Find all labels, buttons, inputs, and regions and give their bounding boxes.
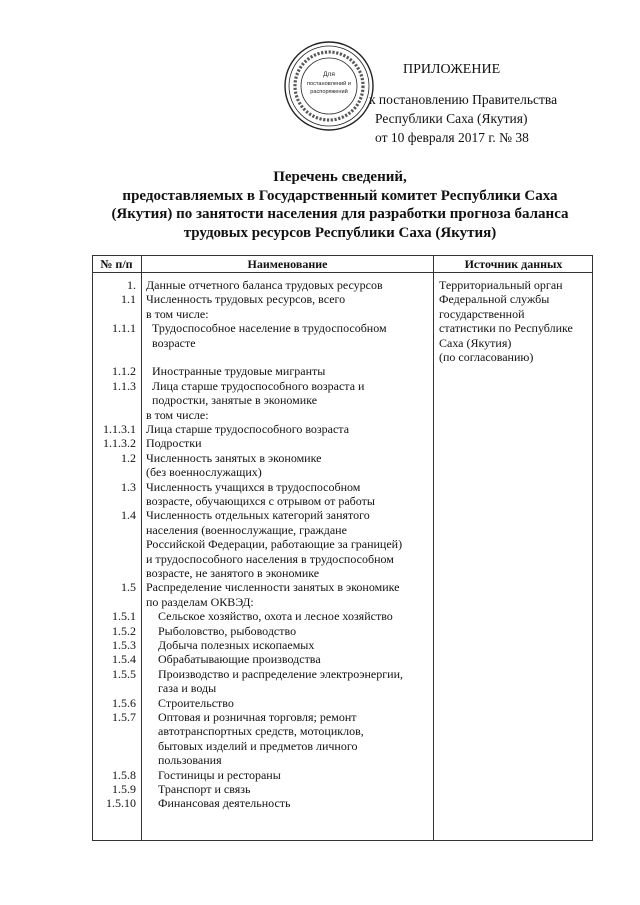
row-number: 1.1.1	[112, 321, 136, 336]
appendix-label: ПРИЛОЖЕНИЕ	[403, 62, 501, 77]
row-number: 1.5.9	[112, 782, 136, 796]
row-name-line: Численность отдельных категорий занятого	[146, 508, 370, 523]
row-name-line: Оптовая и розничная торговля; ремонт	[146, 710, 357, 724]
row-name-line: Распределение численности занятых в экономике	[146, 580, 400, 595]
row-name-line: пользования	[146, 753, 222, 768]
row-number: 1.2	[121, 450, 136, 465]
row-name-line: газа и воды	[146, 681, 217, 696]
decree-line-1: к постановлению Правительства	[369, 92, 558, 107]
row-name-line: Численность учащихся в трудоспособном	[146, 479, 361, 494]
row-number: 1.1	[121, 292, 136, 307]
row-name-line: Трудоспособное население в трудоспособном	[146, 321, 387, 336]
row-number: 1.5.10	[106, 796, 136, 811]
column-header-name: Наименование	[247, 257, 328, 271]
row-name-line: Рыболовство, рыбоводство	[146, 623, 297, 638]
row-name-line: и трудоспособного населения в трудоспособном	[146, 551, 394, 566]
source-line: Саха (Якутия)	[439, 335, 512, 350]
row-name-line: Строительство	[146, 695, 234, 710]
row-number: 1.1.3.2	[103, 436, 136, 451]
title-line-2: предоставляемых в Государственный комитет Республики Саха	[122, 187, 558, 204]
row-name-line: Иностранные трудовые мигранты	[146, 364, 326, 379]
row-name-line: Обрабатывающие производства	[146, 652, 321, 667]
column-header-source: Источник данных	[464, 257, 563, 271]
row-name-line: по разделам ОКВЭД:	[146, 594, 254, 609]
row-name-line: населения (военнослужащие, граждане	[146, 522, 347, 537]
row-name-line: в том числе:	[146, 407, 209, 422]
row-name-line: Численность трудовых ресурсов, всего	[146, 292, 346, 307]
row-name-line: бытовых изделий и предметов личного	[146, 738, 358, 753]
seal-inner-line-3: распоряжений	[310, 89, 348, 95]
source-line: Территориальный орган	[439, 278, 563, 292]
row-number: 1.4	[121, 508, 136, 523]
row-name-line: (без военнослужащих)	[146, 465, 262, 480]
column-header-number: № п/п	[100, 257, 133, 271]
row-name-line: Гостиницы и рестораны	[146, 767, 281, 782]
row-number: 1.3	[121, 479, 136, 494]
row-name-line: Численность занятых в экономике	[146, 450, 322, 465]
row-number: 1.5.3	[112, 638, 136, 652]
table-column-divider	[141, 255, 142, 841]
table-column-divider	[433, 255, 434, 841]
row-number: 1.5	[121, 580, 136, 595]
document-title	[90, 168, 590, 242]
row-name-line: подростки, занятые в экономике	[146, 393, 318, 408]
row-name-line: возрасте	[146, 335, 196, 350]
decree-line-3: от 10 февраля 2017 г. № 38	[375, 130, 529, 145]
data-source-cell	[439, 278, 589, 364]
table-header-divider	[92, 272, 593, 273]
row-name-line: Сельское хозяйство, охота и лесное хозяйство	[146, 609, 393, 624]
row-name-line: Транспорт и связь	[146, 782, 251, 796]
row-name-line: возрасте, обучающихся с отрывом от работы	[146, 494, 375, 508]
row-number: 1.5.8	[112, 767, 136, 782]
row-name-line: Российской Федерации, работающие за границей)	[146, 537, 403, 552]
row-number: 1.5.2	[112, 623, 136, 638]
row-name-line: Лица старше трудоспособного возраста	[146, 422, 350, 436]
row-name-line: автотранспортных средств, мотоциклов,	[146, 724, 364, 739]
row-number: 1.5.6	[112, 695, 136, 710]
row-name-line: Лица старше трудоспособного возраста и	[146, 378, 365, 393]
row-name-line: Производство и распределение электроэнергии,	[146, 666, 404, 681]
seal-inner-line-2: постановлений и	[307, 81, 351, 87]
seal-inner-line-1: Для	[323, 71, 335, 78]
row-number: 1.5.1	[112, 609, 136, 624]
source-line: государственной	[439, 306, 525, 321]
row-name-line: в том числе:	[146, 306, 209, 321]
row-name-line: Подростки	[146, 436, 202, 451]
row-name-line: Добыча полезных ископаемых	[146, 638, 315, 652]
row-name-line: возрасте, не занятого в экономике	[146, 566, 320, 580]
title-line-3: (Якутия) по занятости населения для разработки прогноза баланса	[111, 206, 569, 222]
source-line: статистики по Республике	[439, 321, 573, 336]
title-line-4: трудовых ресурсов Республики Саха (Якутия)	[183, 224, 497, 241]
row-number: 1.5.7	[112, 710, 136, 724]
official-seal-stamp	[283, 40, 375, 132]
decree-line-2: Республики Саха (Якутия)	[375, 111, 528, 126]
row-number: 1.	[127, 278, 136, 292]
row-number: 1.1.2	[112, 364, 136, 379]
row-name-line: Данные отчетного баланса трудовых ресурсов	[146, 278, 383, 292]
row-number: 1.1.3.1	[103, 422, 136, 436]
row-name-line: Финансовая деятельность	[146, 796, 291, 811]
row-number: 1.5.4	[112, 652, 136, 667]
title-line-1: Перечень сведений,	[273, 169, 407, 185]
source-line: Федеральной службы	[439, 292, 550, 307]
row-number: 1.1.3	[112, 378, 136, 393]
row-number: 1.5.5	[112, 666, 136, 681]
source-line: (по согласованию)	[439, 350, 534, 365]
